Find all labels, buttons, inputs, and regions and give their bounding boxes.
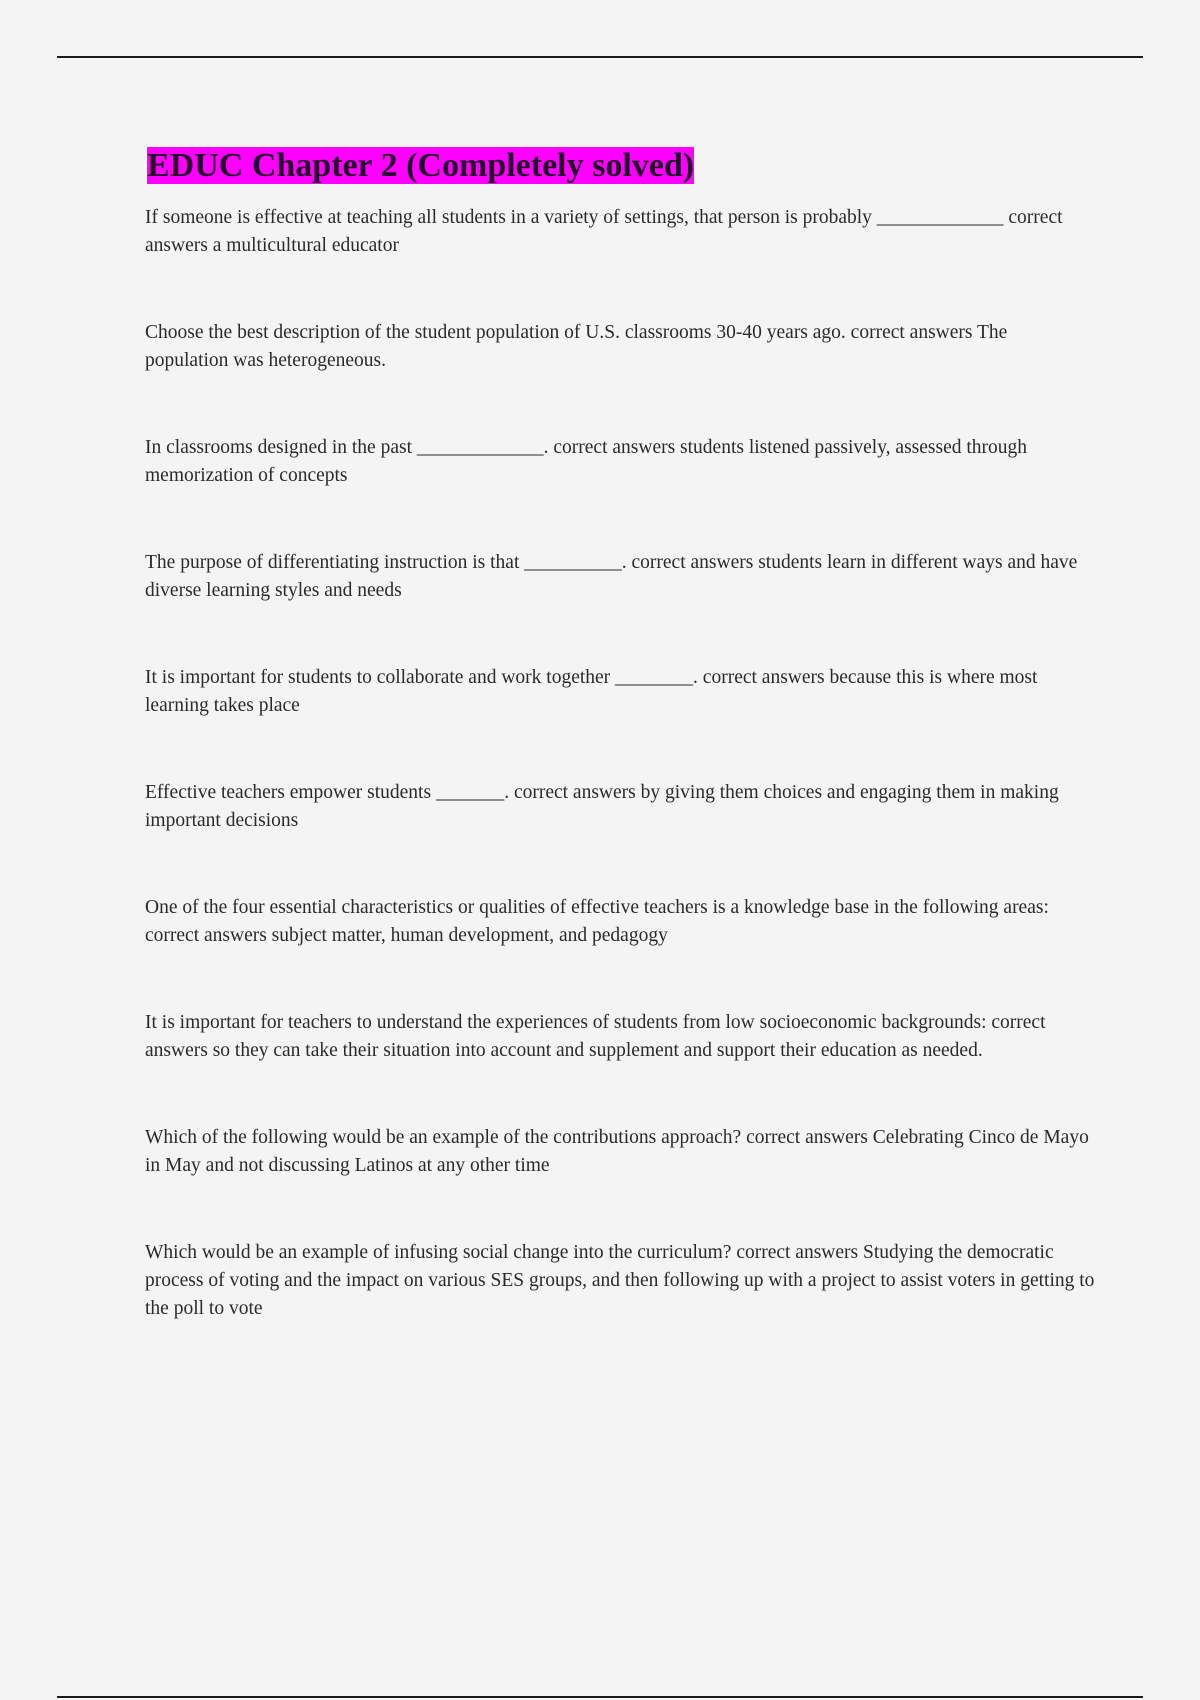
qa-item: The purpose of differentiating instruction is that __________. correct answers students learn in different ways and have diverse learning styles and needs (145, 552, 1078, 601)
qa-item: In classrooms designed in the past _____________. correct answers students listened passively, assessed through memorization of concepts (145, 437, 1028, 486)
qa-item: It is important for students to collaborate and work together ________. correct answers because this is where most learning takes place (145, 667, 1038, 716)
qa-item: If someone is effective at teaching all students in a variety of settings, that person is probably _____________ correct answers a multicultural educator (145, 207, 1063, 256)
qa-list (145, 204, 1095, 1323)
header-rule (57, 56, 1143, 58)
qa-item: One of the four essential characteristics or qualities of effective teachers is a knowledge base in the following areas: correct answers subject matter, human development, and pedagogy (145, 897, 1049, 946)
qa-item: Choose the best description of the student population of U.S. classrooms 30-40 years ago. correct answers The population was heterogeneous. (145, 322, 1008, 371)
qa-item: Effective teachers empower students _______. correct answers by giving them choices and engaging them in making important decisions (145, 782, 1059, 831)
footer-rule (57, 1696, 1143, 1698)
document-body (145, 146, 1095, 1382)
document-title-text: EDUC Chapter 2 (Completely solved) (147, 147, 695, 184)
qa-item: It is important for teachers to understand the experiences of students from low socioeconomic backgrounds: correct answers so they can take their situation into account and supplement and support their education as needed. (145, 1012, 1046, 1061)
qa-item: Which of the following would be an example of the contributions approach? correct answers Celebrating Cinco de Mayo in May and not discussing Latinos at any other time (145, 1127, 1089, 1176)
document-title (145, 146, 696, 186)
qa-item: Which would be an example of infusing social change into the curriculum? correct answers Studying the democratic process of voting and the impact on various SES groups, and then following up with a project to assist voters in getting to the poll to vote (145, 1242, 1095, 1319)
